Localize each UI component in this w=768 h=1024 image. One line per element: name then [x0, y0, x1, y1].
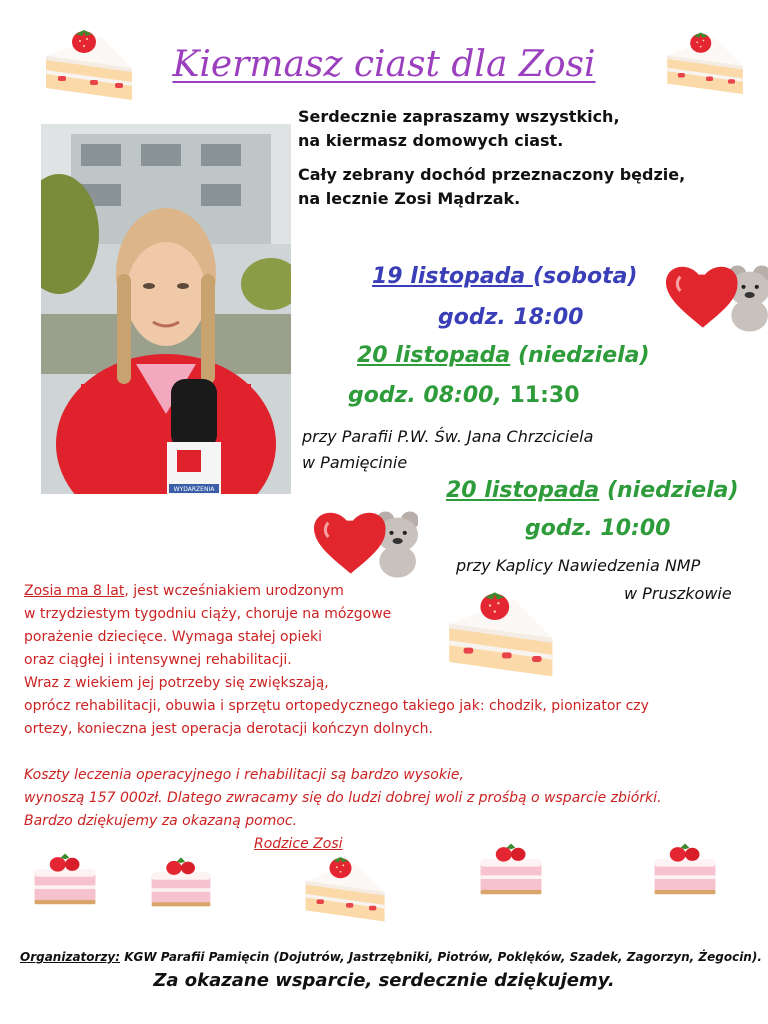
bear-with-heart-icon: [658, 254, 768, 336]
microphone-badge-text: WYDARZENIA: [173, 486, 215, 493]
organizers-line: Organizatorzy: KGW Parafii Pamięcin (Dojutrów, Jastrzębniki, Piotrów, Poklęków, Szadek, Zagorzyn, Żegocin).: [20, 950, 762, 964]
event3-date: 20 listopada (niedziela): [446, 478, 739, 503]
page-title: Kiermasz ciast dla Zosi: [172, 44, 596, 85]
intro-text: Serdecznie zapraszamy wszystkich, na kiermasz domowych ciast. Cały zebrany dochód przeznaczony będzie, na lecznie Zosi Mądrzak.: [298, 107, 686, 208]
event3-place-line1: przy Kaplicy Nawiedzenia NMP: [456, 556, 701, 575]
event1-date: 19 listopada (sobota): [372, 264, 638, 289]
event2-time: godz. 08:00, 11:30: [348, 383, 580, 408]
cake-pink-icon: [28, 852, 102, 910]
cake-pink-icon: [146, 856, 216, 912]
bear-with-heart-icon: [306, 500, 418, 582]
signature: Rodzice Zosi: [254, 836, 343, 852]
event3-place-line2: w Pruszkowie: [624, 584, 732, 603]
thanks-line: Za okazane wsparcie, serdecznie dziękujemy.: [153, 970, 615, 991]
event2-date: 20 listopada (niedziela): [357, 343, 650, 368]
event1-time: godz. 18:00: [438, 305, 584, 330]
story-text: Zosia ma 8 lat, jest wcześniakiem urodzonym w trzydziestym tygodniu ciąży, choruje na mózgowe porażenie dziecięce. Wymaga stałej opieki oraz ciągłej i intensywnej rehabilitacji. Wraz z wiekiem jej potrzeby się zwiększają, oprócz rehabilitacji, obuwia i sprzętu ortopedycznego takiego jak: chodzik, pionizator czy ortezy, konieczna jest operacja derotacji kończyn dolnych. Koszty leczenia operacyjnego i rehabilitacji są bardzo wysokie, wynoszą 157 000zł. Dlatego zwracamy się do ludzi dobrej woli z prośbą o wsparcie zbiórki. Bardzo dziękujemy za okazaną pomoc. Rodzice Zosi: [24, 583, 662, 852]
cake-pink-icon: [648, 842, 722, 900]
event3-time: godz. 10:00: [525, 516, 671, 541]
photo-zosia: [41, 124, 291, 494]
cake-slice-icon: [300, 852, 392, 932]
event2-place: przy Parafii P.W. Św. Jana Chrzciciela w Pamięcinie: [302, 427, 594, 472]
cake-pink-icon: [474, 842, 548, 900]
